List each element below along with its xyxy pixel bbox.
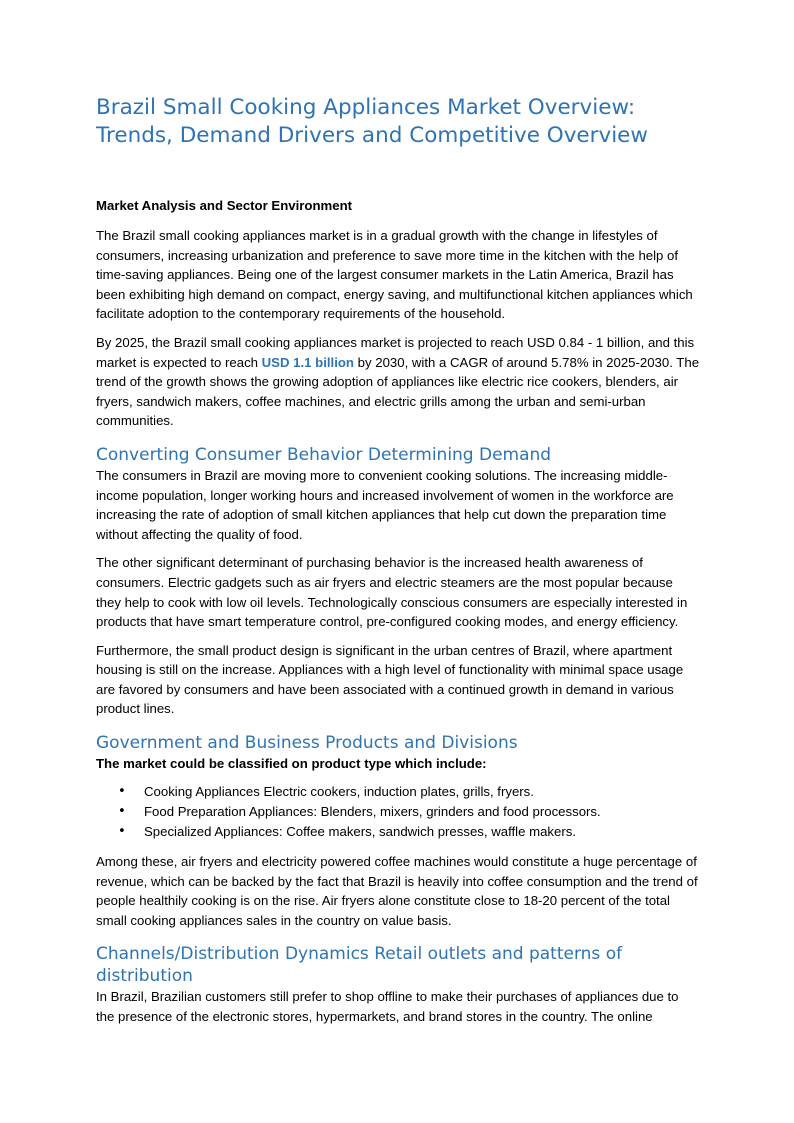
bullet-icon: • [118, 824, 126, 840]
list-item-text: Specialized Appliances: Coffee makers, sandwich presses, waffle makers. [144, 824, 576, 840]
bullet-icon: • [118, 804, 126, 820]
section-heading-consumer-behavior: Converting Consumer Behavior Determining Demand [96, 444, 552, 465]
product-type-intro: The market could be classified on product type which include: [96, 756, 487, 772]
list-item [96, 822, 700, 842]
product-type-list [96, 782, 700, 842]
section-heading-market-analysis: Market Analysis and Sector Environment [96, 198, 353, 213]
text-run: By 2025, the Brazil small cooking appliances market is projected to reach USD 0.84 - 1 billion, and this market is expected to reach [96, 334, 695, 370]
list-item-text: Food Preparation Appliances: Blenders, mixers, grinders and food processors. [144, 804, 601, 820]
section-heading-distribution: Channels/Distribution Dynamics Retail outlets and patterns of distribution [96, 944, 623, 987]
list-item-text: Cooking Appliances Electric cookers, induction plates, grills, fryers. [144, 784, 534, 800]
list-item [96, 802, 700, 822]
document-title: Brazil Small Cooking Appliances Market Overview: Trends, Demand Drivers and Competitive Overview [96, 95, 648, 148]
market-value-link[interactable]: USD 1.1 billion [261, 354, 354, 370]
section-heading-products-divisions: Government and Business Products and Divisions [96, 733, 518, 754]
bullet-icon: • [118, 784, 126, 800]
list-item [96, 782, 700, 802]
paragraph-market-size [96, 333, 700, 431]
paragraph: Furthermore, the small product design is significant in the urban centres of Brazil, where apartment housing is still on the increase. Appliances with a high level of functionality with minimal space usage are favored by consumers and have been associated with a continued growth in demand in various product lines. [96, 642, 684, 717]
document-page [96, 94, 700, 1036]
paragraph: The other significant determinant of purchasing behavior is the increased health awareness of consumers. Electric gadgets such as air fryers and electric steamers are the most popular because they help to cook with low oil levels. Technologically conscious consumers are especially interested in products that have smart temperature control, pre-configured cooking modes, and energy efficiency. [96, 555, 688, 630]
paragraph: In Brazil, Brazilian customers still prefer to shop offline to make their purchases of appliances due to the presence of the electronic stores, hypermarkets, and brand stores in the country. The online [96, 989, 679, 1025]
paragraph: Among these, air fryers and electricity powered coffee machines would constitute a huge percentage of revenue, which can be backed by the fact that Brazil is heavily into coffee consumption and the trend of people healthily cooking is on the rise. Air fryers alone constitute close to 18-20 percent of the total small cooking appliances sales in the country on value basis. [96, 854, 698, 928]
paragraph: The consumers in Brazil are moving more to convenient cooking solutions. The increasing middle-income population, longer working hours and increased involvement of women in the workforce are increasing the rate of adoption of small kitchen appliances that help cut down the preparation time without affecting the quality of food. [96, 467, 674, 542]
text-run: by 2030, with a CAGR of around 5.78% in 2025-2030. The trend of the growth shows the growing adoption of appliances like electric rice cookers, blenders, air fryers, sandwich makers, coffee machines, and electric grills among the urban and semi-urban communities. [96, 354, 700, 429]
paragraph: The Brazil small cooking appliances market is in a gradual growth with the change in lifestyles of consumers, increasing urbanization and preference to save more time in the kitchen with the help of time-saving appliances. Being one of the largest consumer markets in the Latin America, Brazil has been exhibiting high demand on compact, energy saving, and multifunctional kitchen appliances which facilitate adoption to the contemporary requirements of the household. [96, 228, 693, 322]
